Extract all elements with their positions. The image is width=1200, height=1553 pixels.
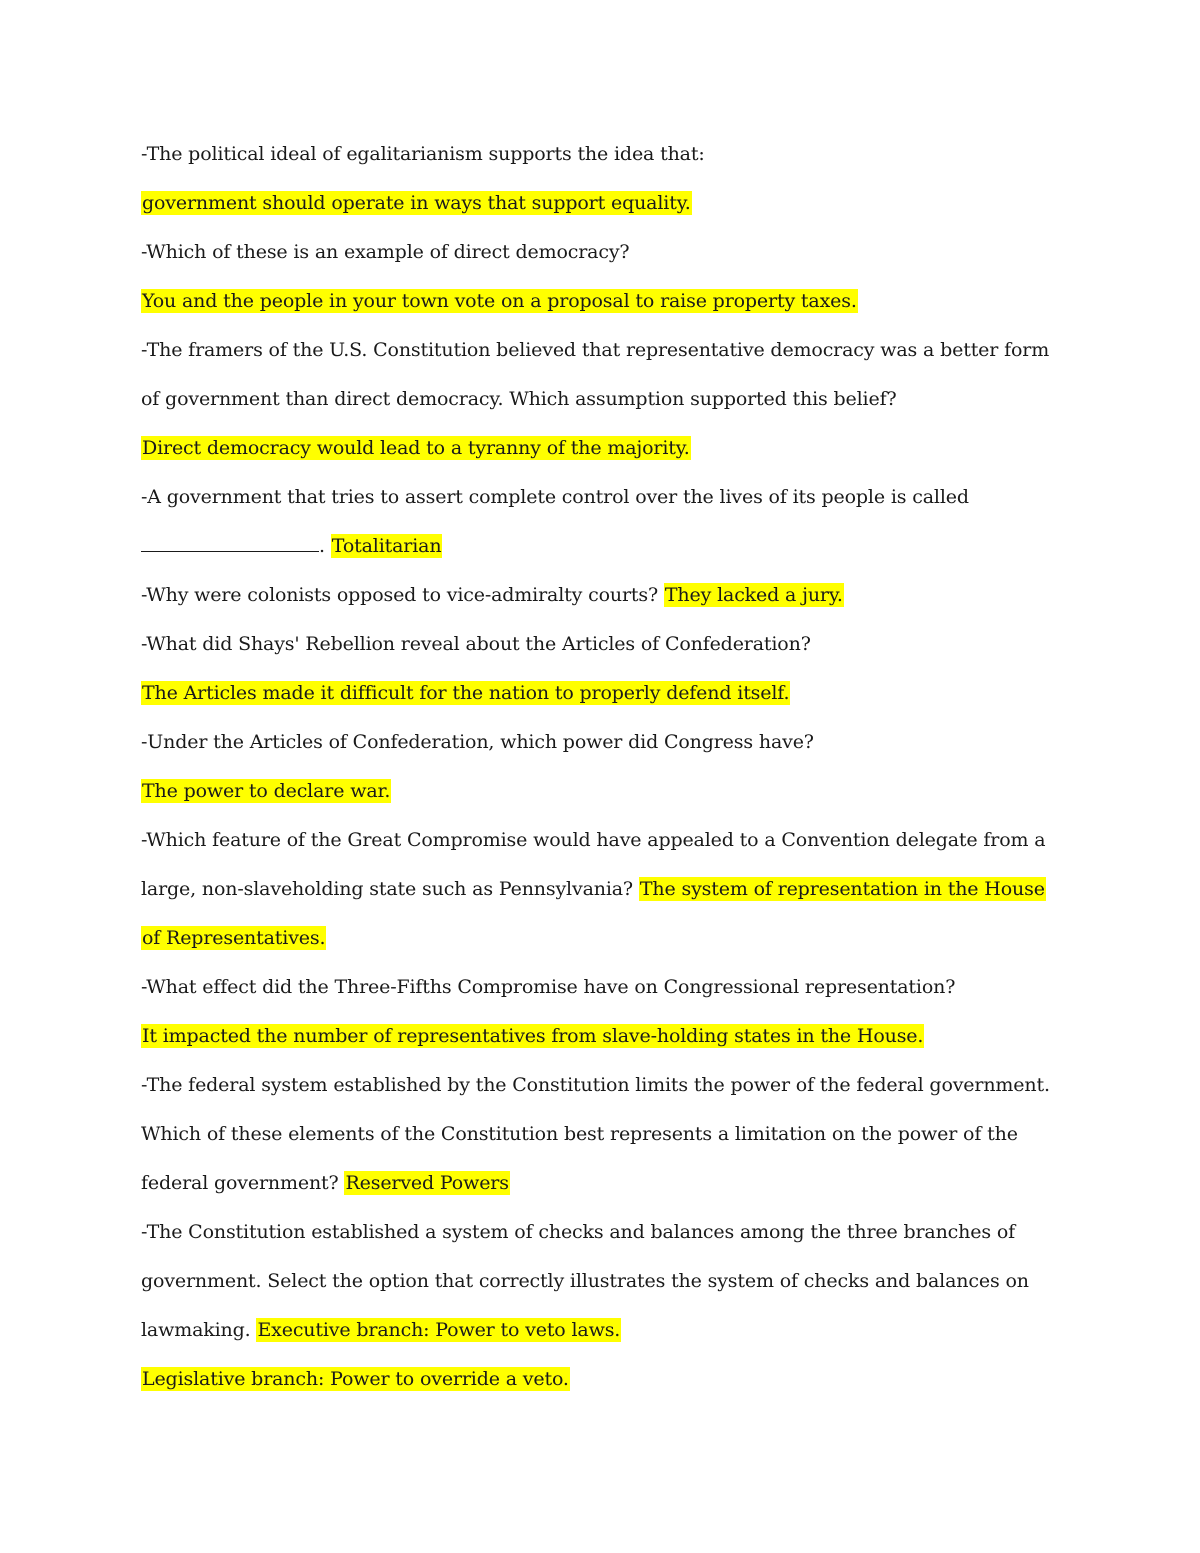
question-text: -A government that tries to assert complete control over the lives of its people is called [141,486,969,508]
question-1 [141,141,705,167]
answer-9 [141,1023,924,1049]
highlighted-answer: The power to declare war. [142,780,391,802]
question-6 [141,631,811,657]
question-text: lawmaking. [141,1319,251,1341]
question-text: -Which of these is an example of direct democracy? [141,241,630,263]
highlighted-answer: It impacted the number of representatives from slave-holding states in the House. [142,1025,924,1047]
highlighted-answer: of Representatives. [142,927,326,949]
answer-8-line-2 [141,925,326,951]
question-text: -Why were colonists opposed to vice-admiralty courts? [141,584,659,606]
question-text: -Under the Articles of Confederation, which power did Congress have? [141,731,814,753]
question-text: federal government? [141,1172,339,1194]
answer-4-line [141,533,442,559]
highlighted-answer: Legislative branch: Power to override a veto. [142,1368,569,1390]
question-text: -The political ideal of egalitarianism supports the idea that: [141,143,705,165]
question-2 [141,239,629,265]
question-text: -The framers of the U.S. Constitution believed that representative democracy was a better form [141,339,1050,361]
question-3-line-2 [141,386,897,412]
answer-7 [141,778,391,804]
blank-period: . [319,535,325,557]
question-text: Which of these elements of the Constitution best represents a limitation on the power of the [141,1123,1018,1145]
highlighted-answer: The system of representation in the House [639,878,1045,900]
question-text: -The federal system established by the Constitution limits the power of the federal government. [141,1074,1050,1096]
answer-2 [141,288,858,314]
question-text: -What did Shays' Rebellion reveal about the Articles of Confederation? [141,633,811,655]
highlighted-answer: Totalitarian [331,535,442,557]
question-10-line-3 [141,1170,510,1196]
question-text: -The Constitution established a system of checks and balances among the three branches of [141,1221,1016,1243]
highlighted-answer: government should operate in ways that support equality. [142,192,691,214]
question-11-line-3 [141,1317,621,1343]
highlighted-answer: You and the people in your town vote on a proposal to raise property taxes. [142,290,857,312]
question-10-line-2 [141,1121,1018,1147]
question-text: government. Select the option that correctly illustrates the system of checks and balances on [141,1270,1029,1292]
answer-3 [141,435,691,461]
highlighted-answer: Reserved Powers [345,1172,509,1194]
question-text: of government than direct democracy. Which assumption supported this belief? [141,388,897,410]
question-10-line-1 [141,1072,1050,1098]
question-5 [141,582,844,608]
question-4 [141,484,969,510]
fill-in-blank [141,533,319,552]
question-text: -What effect did the Three-Fifths Compromise have on Congressional representation? [141,976,956,998]
question-text: large, non-slaveholding state such as Pennsylvania? [141,878,633,900]
question-8-line-2 [141,876,1046,902]
highlighted-answer: They lacked a jury. [664,584,843,606]
question-9 [141,974,955,1000]
question-3-line-1 [141,337,1049,363]
highlighted-answer: Executive branch: Power to veto laws. [257,1319,621,1341]
highlighted-answer: The Articles made it difficult for the nation to properly defend itself. [142,682,790,704]
question-8-line-1 [141,827,1045,853]
answer-1 [141,190,692,216]
question-11-line-1 [141,1219,1015,1245]
question-7 [141,729,814,755]
highlighted-answer: Direct democracy would lead to a tyranny of the majority. [142,437,690,459]
question-11-line-2 [141,1268,1029,1294]
answer-11-line-2 [141,1366,570,1392]
question-text: -Which feature of the Great Compromise would have appealed to a Convention delegate from a [141,829,1046,851]
answer-6 [141,680,790,706]
